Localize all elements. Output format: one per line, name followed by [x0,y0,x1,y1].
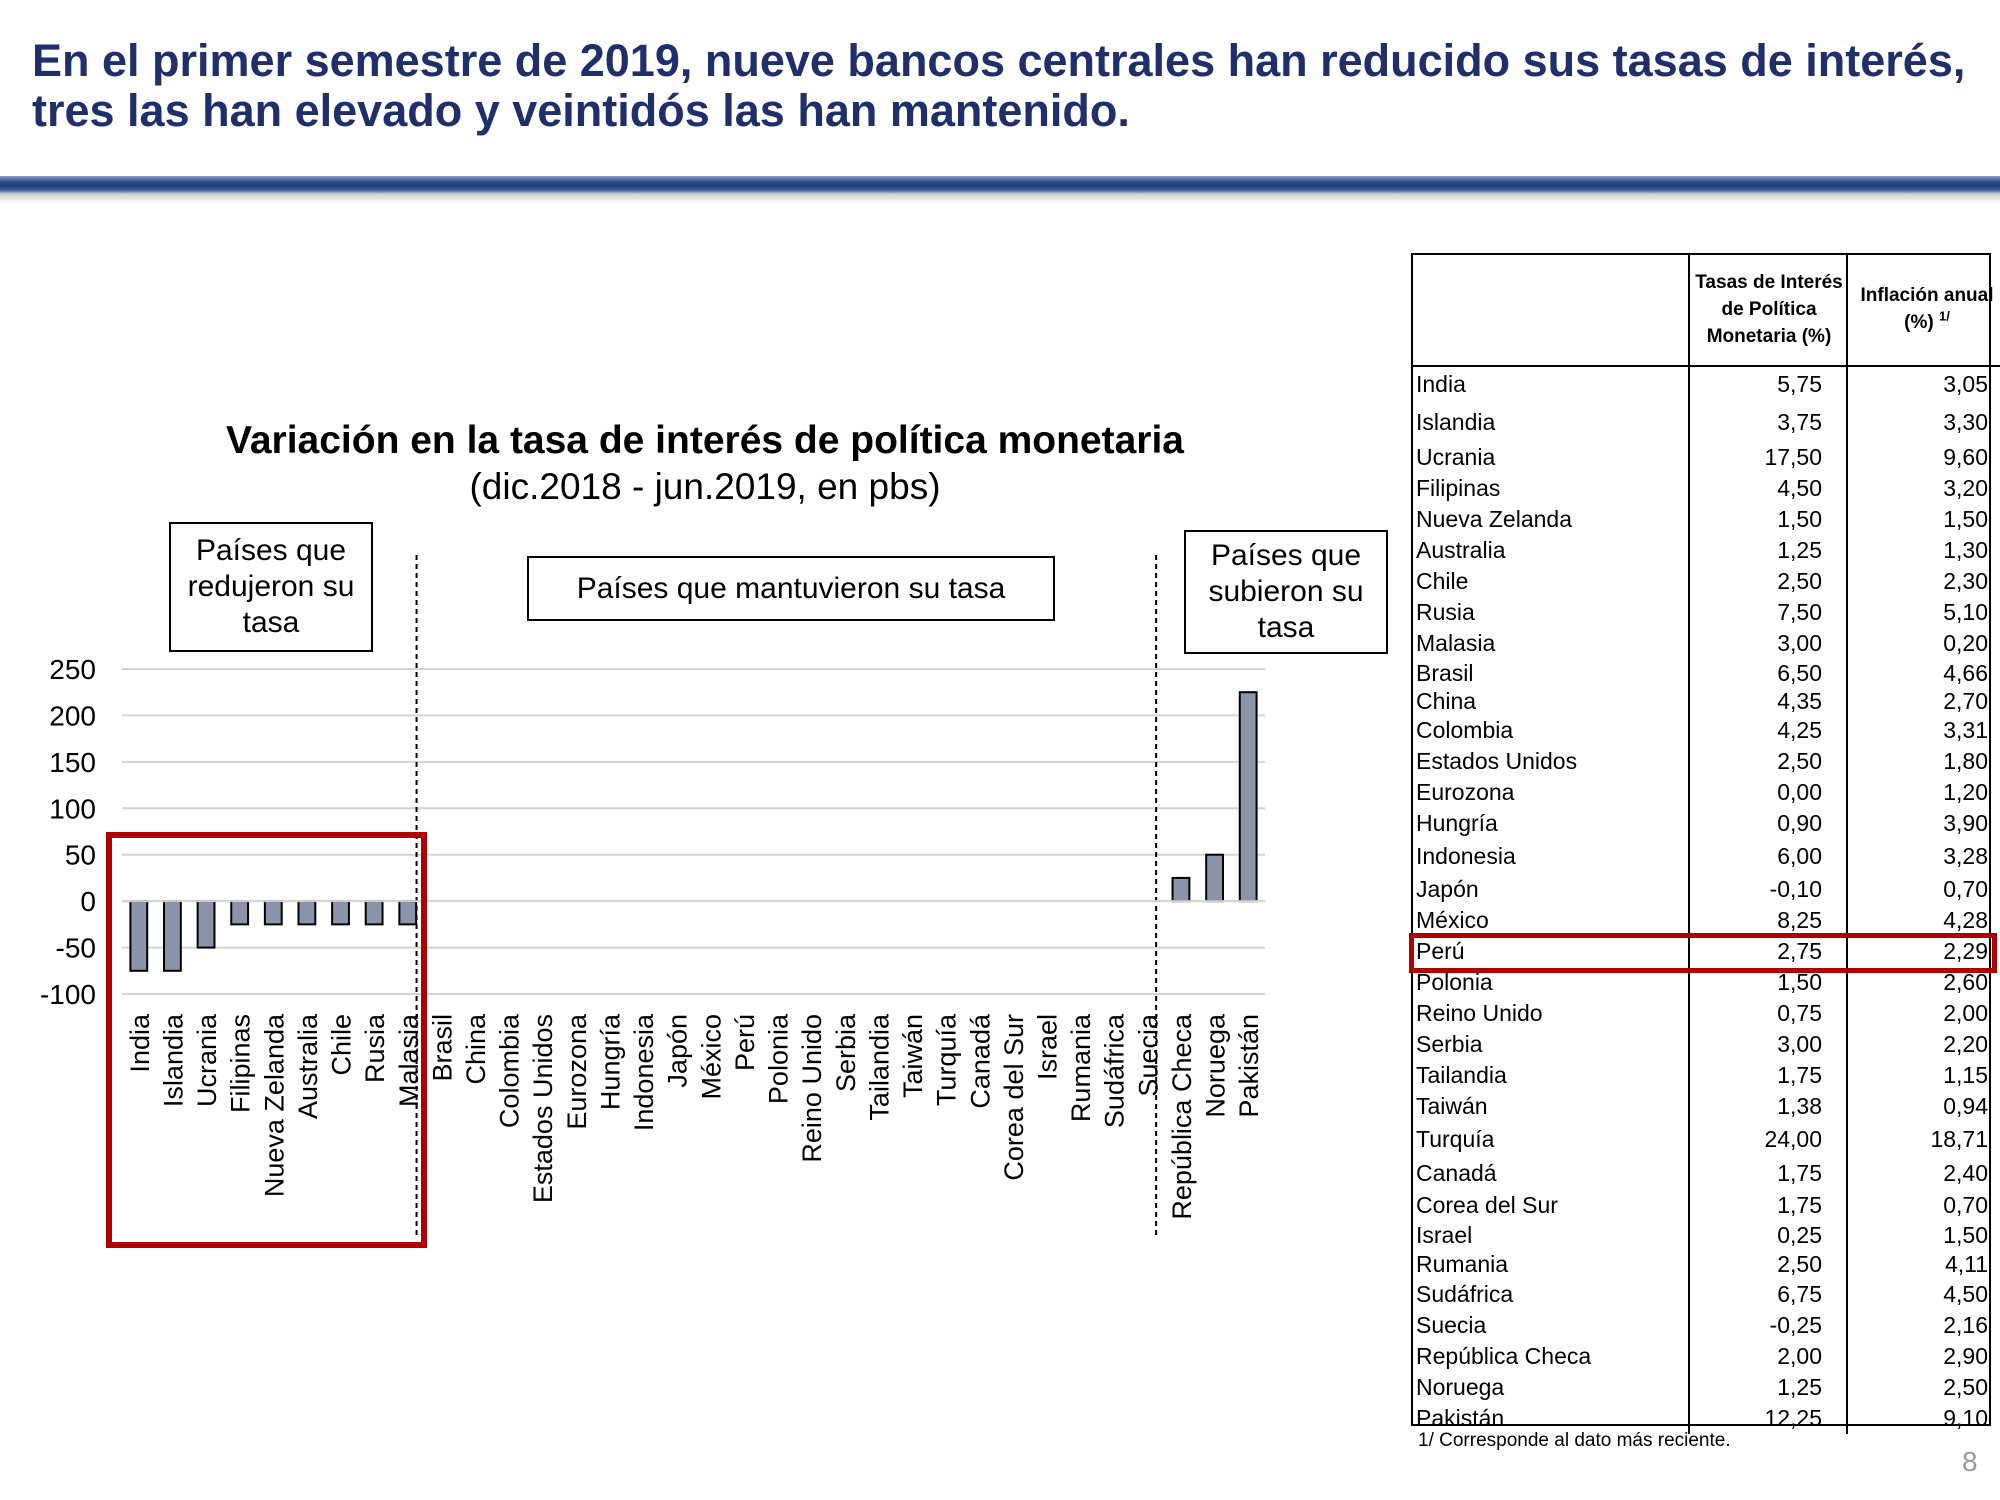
x-tick-label: Pakistán [1234,1014,1265,1118]
table-row [1411,998,2000,1029]
x-tick-label: Canadá [965,1014,996,1109]
x-tick-label: Rumania [1066,1014,1097,1123]
row-country: Corea del Sur [1411,1190,1689,1221]
row-country: Rumania [1411,1250,1689,1279]
headline-line-1: En el primer semestre de 2019, nueve bancos centrales han reducido sus tasas de interés, [32,35,1966,86]
footnote: 1/ Corresponde al dato más reciente. [1418,1430,1731,1451]
table-row [1411,1029,2000,1060]
table-row [1411,1157,2000,1190]
table-row [1411,535,2000,566]
table-row [1411,473,2000,504]
table-row [1411,366,2000,402]
bar [1206,855,1223,901]
row-country: China [1411,687,1689,715]
row-inflation: 1,30 [1943,537,1988,563]
row-country: Sudáfrica [1411,1279,1689,1310]
row-country: Serbia [1411,1029,1689,1060]
row-inflation: 3,30 [1943,408,1988,435]
row-inflation: 3,28 [1943,843,1988,869]
table-row [1411,936,2000,967]
row-inflation: 4,66 [1943,659,1988,686]
table-row [1411,1372,2000,1403]
row-policy-rate: 6,75 [1689,1279,1847,1310]
row-country: Indonesia [1411,839,1689,874]
row-country: Pakistán [1411,1403,1689,1434]
chart-title: Variación en la tasa de interés de política monetaria [225,419,1185,462]
table-row [1411,1341,2000,1372]
x-tick-label: Nueva Zelanda [259,1014,290,1198]
row-country: Canadá [1411,1157,1689,1190]
x-tick-label: Malasia [393,1014,424,1108]
row-policy-rate: 0,75 [1689,998,1847,1029]
row-country: Eurozona [1411,777,1689,808]
row-country: República Checa [1411,1341,1689,1372]
row-policy-rate: 1,38 [1689,1091,1847,1122]
row-country: Noruega [1411,1372,1689,1403]
row-policy-rate: 4,50 [1689,473,1847,504]
x-tick-label: Hungría [595,1014,626,1111]
table-body [1411,366,2000,1434]
x-tick-label: Islandia [158,1014,189,1108]
x-tick-label: China [460,1014,491,1085]
x-tick-label: Suecia [1133,1014,1164,1097]
table-row [1411,566,2000,597]
x-tick-label: Turquía [931,1014,962,1107]
row-inflation: 2,29 [1943,938,1988,964]
row-policy-rate: 3,75 [1689,402,1847,442]
row-inflation: 2,60 [1943,969,1988,995]
y-axis-ticks [40,654,96,1010]
row-inflation: 2,30 [1943,568,1988,594]
table-row [1411,1190,2000,1221]
table-row [1411,1060,2000,1091]
row-country: Estados Unidos [1411,746,1689,777]
x-tick-label: República Checa [1166,1014,1197,1220]
row-country: Brasil [1411,659,1689,687]
y-tick-label: 200 [49,700,96,732]
x-tick-label: Ucrania [192,1014,223,1108]
table-row [1411,442,2000,473]
row-inflation: 4,11 [1944,1251,1988,1277]
x-tick-label: Noruega [1200,1014,1231,1118]
x-tick-label: Taiwán [898,1014,929,1099]
row-country: Islandia [1411,402,1689,442]
table-row [1411,1310,2000,1341]
table-header-row [1411,253,2000,366]
table-row [1411,659,2000,687]
header-policy-rate: Tasas de Interés de Política Monetaria (%) [1689,253,1847,366]
x-tick-label: Israel [1032,1014,1063,1081]
row-country: Nueva Zelanda [1411,504,1689,535]
row-inflation: 3,05 [1943,371,1988,397]
row-policy-rate: 3,00 [1689,1029,1847,1060]
x-tick-label: Filipinas [225,1014,256,1114]
header-divider [0,176,2000,194]
row-inflation: 1,20 [1943,779,1988,805]
row-country: Ucrania [1411,442,1689,473]
row-policy-rate: 1,50 [1689,967,1847,998]
row-inflation: 2,70 [1943,687,1988,714]
x-tick-label: Colombia [494,1014,525,1129]
table-row [1411,905,2000,936]
row-policy-rate: 0,90 [1689,808,1847,839]
row-country: Australia [1411,535,1689,566]
bar [1173,878,1190,901]
x-tick-label: Estados Unidos [528,1014,559,1204]
x-tick-label: Chile [326,1014,357,1076]
row-country: India [1411,366,1689,402]
chart-highlight-frame [106,832,427,1248]
x-tick-label: Tailandia [864,1014,895,1121]
x-tick-label: Sudáfrica [1099,1014,1130,1129]
row-country: Turquía [1411,1122,1689,1157]
row-country: Malasia [1411,628,1689,659]
x-tick-label: Australia [292,1014,323,1120]
x-tick-label: Brasil [427,1014,458,1082]
table-row [1411,504,2000,535]
row-country: Colombia [1411,715,1689,746]
row-country: Suecia [1411,1310,1689,1341]
row-policy-rate: 4,25 [1689,715,1847,746]
row-inflation: 0,70 [1943,876,1988,902]
x-tick-label: Eurozona [561,1014,592,1130]
row-policy-rate: 1,50 [1689,504,1847,535]
row-inflation: 0,94 [1943,1093,1988,1119]
row-policy-rate: 6,00 [1689,839,1847,874]
row-policy-rate: 8,25 [1689,905,1847,936]
group-label-kept: Países que mantuvieron su tasa [527,556,1055,621]
table-row [1411,967,2000,998]
row-inflation: 9,60 [1943,444,1988,470]
header-inflation-label: Inflación anual (%) [1860,285,1994,333]
table-row [1411,628,2000,659]
rates-table [1411,253,2000,1434]
row-policy-rate: 24,00 [1689,1122,1847,1157]
x-tick-label: México [696,1014,727,1100]
table-row [1411,746,2000,777]
row-policy-rate: 1,25 [1689,1372,1847,1403]
row-country: Polonia [1411,967,1689,998]
row-inflation: 9,10 [1943,1405,1988,1431]
y-tick-label: -100 [39,979,96,1010]
headline-line-2: tres las han elevado y veintidós las han mantenido. [32,85,1130,136]
x-tick-label: Corea del Sur [998,1014,1029,1181]
table-row [1411,402,2000,442]
table-row [1411,715,2000,746]
row-policy-rate: 2,00 [1689,1341,1847,1372]
row-policy-rate: 7,50 [1689,597,1847,628]
y-tick-label: 50 [64,839,96,871]
y-tick-label: 100 [49,793,96,825]
table-row [1411,874,2000,905]
table-row [1411,1221,2000,1250]
group-label-reduced: Países que redujeron su tasa [169,522,373,652]
row-policy-rate: 6,50 [1689,659,1847,687]
header-inflation [1847,253,2000,366]
row-policy-rate: 17,50 [1689,442,1847,473]
table-row [1411,1279,2000,1310]
row-inflation: 3,90 [1943,810,1988,836]
row-inflation: 4,28 [1943,907,1988,933]
row-country: Perú [1411,936,1689,967]
x-tick-label: Serbia [830,1014,861,1093]
x-tick-label: Reino Unido [797,1014,828,1163]
row-inflation: 2,50 [1943,1374,1988,1400]
row-country: Reino Unido [1411,998,1689,1029]
table-row [1411,597,2000,628]
row-inflation: 5,10 [1943,599,1988,625]
row-policy-rate: 1,75 [1689,1157,1847,1190]
row-policy-rate: -0,25 [1689,1310,1847,1341]
slide-headline [32,36,1982,136]
x-tick-label: India [124,1014,155,1073]
y-tick-label: 0 [80,886,96,918]
row-policy-rate: 12,25 [1689,1403,1847,1434]
row-country: Israel [1411,1221,1689,1250]
x-tick-label: Rusia [360,1014,391,1084]
row-policy-rate: 5,75 [1689,366,1847,402]
row-policy-rate: 2,50 [1689,566,1847,597]
row-inflation: 1,50 [1943,506,1988,532]
group-label-raised: Países que subieron su tasa [1184,530,1388,654]
row-inflation: 0,20 [1943,630,1988,656]
row-country: Chile [1411,566,1689,597]
row-inflation: 1,80 [1943,748,1988,774]
row-policy-rate: 1,75 [1689,1190,1847,1221]
row-inflation: 4,50 [1943,1281,1988,1307]
y-tick-label: -50 [55,932,96,964]
row-inflation: 2,40 [1943,1160,1988,1186]
table-row [1411,777,2000,808]
page-number: 8 [1962,1446,1978,1477]
x-tick-label: Perú [729,1014,760,1072]
x-tick-label: Japón [662,1014,693,1088]
table-row [1411,808,2000,839]
row-inflation: 1,15 [1943,1062,1988,1088]
row-country: México [1411,905,1689,936]
row-policy-rate: 2,75 [1689,936,1847,967]
row-inflation: 2,16 [1943,1312,1988,1338]
row-inflation: 1,50 [1943,1222,1988,1248]
row-inflation: 0,70 [1943,1192,1988,1218]
row-policy-rate: 3,00 [1689,628,1847,659]
row-policy-rate: 2,50 [1689,746,1847,777]
bar [1240,692,1257,901]
row-country: Tailandia [1411,1060,1689,1091]
row-policy-rate: 1,75 [1689,1060,1847,1091]
table-row [1411,1122,2000,1157]
row-country: Taiwán [1411,1091,1689,1122]
table-row [1411,1091,2000,1122]
x-tick-label: Polonia [763,1014,794,1105]
row-policy-rate: 0,25 [1689,1221,1847,1250]
row-policy-rate: 4,35 [1689,687,1847,715]
y-tick-label: 250 [49,654,96,685]
row-inflation: 2,90 [1943,1343,1988,1369]
row-country: Japón [1411,874,1689,905]
header-country [1411,253,1689,366]
chart-subtitle: (dic.2018 - jun.2019, en pbs) [469,466,941,507]
row-inflation: 3,20 [1943,475,1988,501]
row-country: Hungría [1411,808,1689,839]
row-policy-rate: 0,00 [1689,777,1847,808]
header-inflation-note: 1/ [1939,308,1950,324]
table-row [1411,839,2000,874]
row-country: Rusia [1411,597,1689,628]
row-policy-rate: -0,10 [1689,874,1847,905]
table-row [1411,1250,2000,1279]
row-country: Filipinas [1411,473,1689,504]
y-tick-label: 150 [49,746,96,778]
row-policy-rate: 1,25 [1689,535,1847,566]
row-policy-rate: 2,50 [1689,1250,1847,1279]
row-inflation: 18,71 [1930,1126,1988,1152]
row-inflation: 3,31 [1943,717,1988,743]
header-divider-shadow [0,194,2000,204]
row-inflation: 2,00 [1943,1000,1988,1026]
x-tick-label: Indonesia [629,1014,660,1132]
table-row [1411,687,2000,715]
row-inflation: 2,20 [1943,1031,1988,1057]
